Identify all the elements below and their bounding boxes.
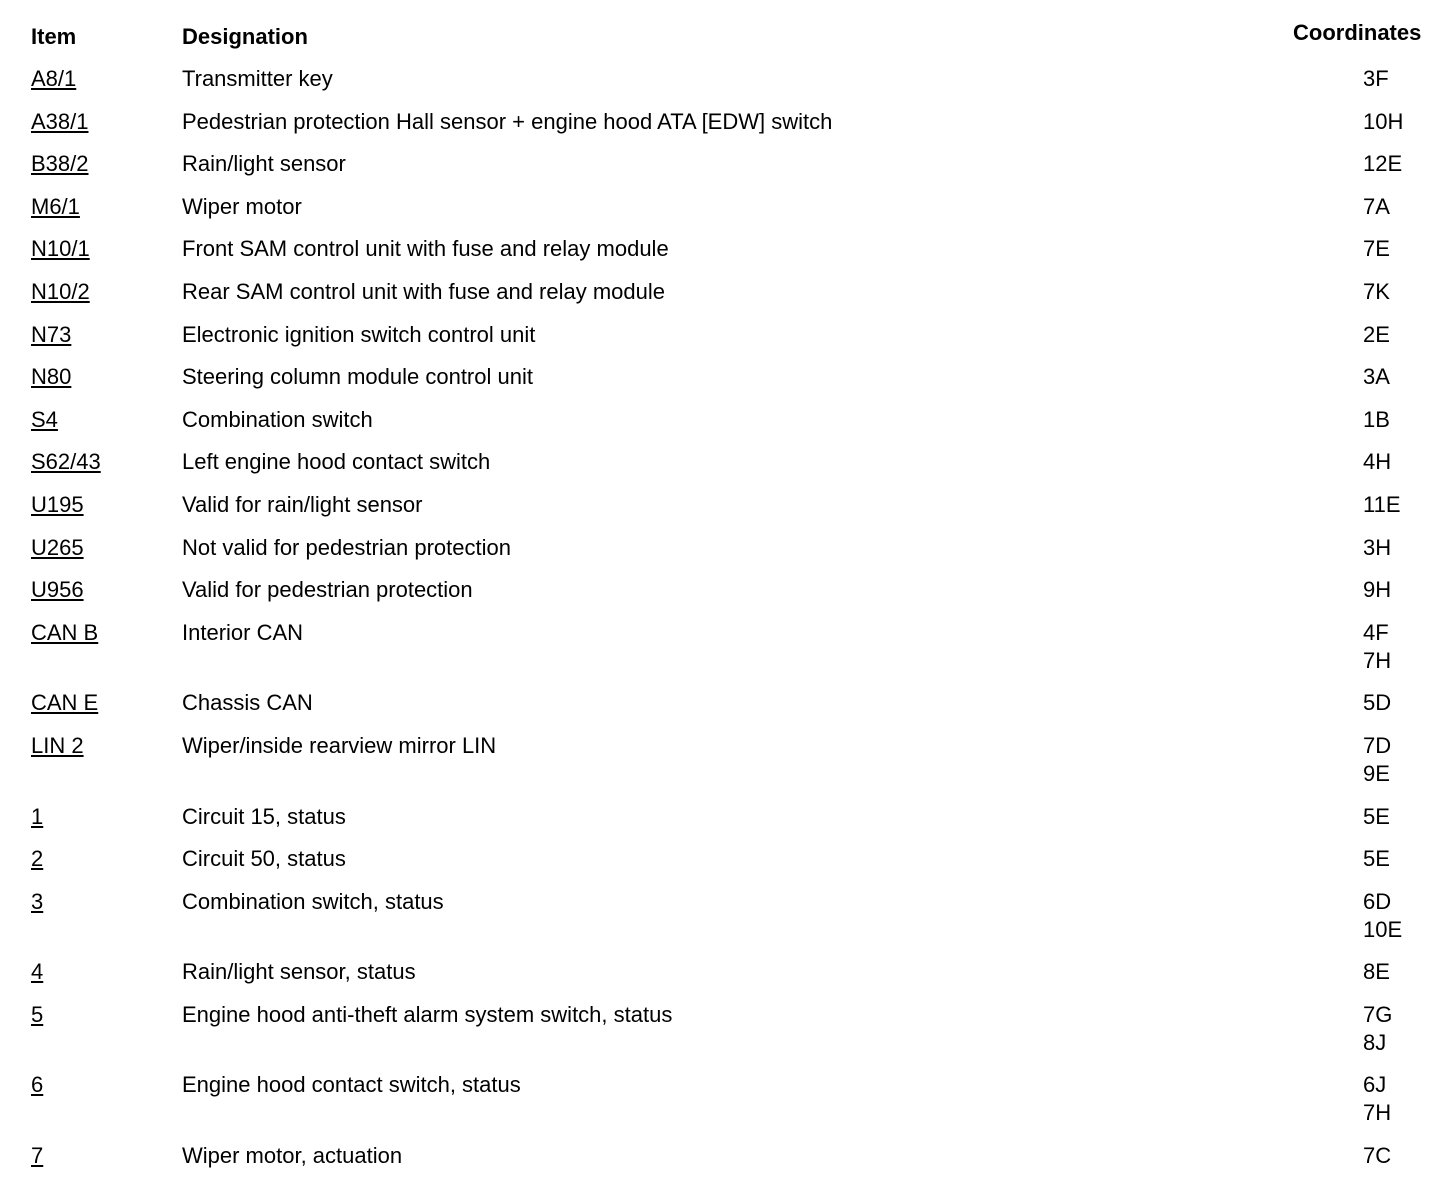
designation-text: Rain/light sensor, status	[182, 959, 416, 985]
coordinate-value: 7C	[1363, 1143, 1392, 1169]
table-row	[0, 275, 1456, 318]
item-link[interactable]: CAN B	[31, 619, 99, 645]
designation-text: Engine hood anti-theft alarm system switch, status	[182, 1001, 673, 1027]
table-row	[0, 62, 1456, 105]
designation-text: Left engine hood contact switch	[182, 449, 491, 475]
coordinates-cell	[1363, 235, 1390, 263]
coordinates-cell	[1363, 576, 1391, 604]
coordinates-cell	[1363, 363, 1390, 391]
item-link[interactable]: 7	[31, 1143, 44, 1169]
coordinate-value: 7D	[1363, 732, 1392, 758]
coordinates-cell	[1363, 321, 1390, 349]
coordinate-value: 7H	[1363, 1100, 1392, 1126]
coordinate-value: 3H	[1363, 534, 1392, 560]
coordinate-value: 5E	[1363, 846, 1390, 872]
table-row	[0, 1068, 1456, 1139]
item-link[interactable]: 3	[31, 888, 44, 914]
coordinates-cell	[1363, 1142, 1391, 1170]
item-link[interactable]: 6	[31, 1072, 44, 1098]
coordinates-cell	[1363, 689, 1391, 717]
table-row	[0, 105, 1456, 148]
coordinate-value: 9E	[1363, 760, 1390, 786]
coordinate-value: 9H	[1363, 577, 1392, 603]
table-row	[0, 686, 1456, 729]
coordinates-cell	[1363, 958, 1390, 986]
coordinate-value: 7G	[1363, 1001, 1393, 1027]
designation-text: Circuit 50, status	[182, 846, 346, 872]
table-row	[0, 403, 1456, 446]
coordinates-cell	[1363, 534, 1391, 562]
coordinates-cell	[1363, 193, 1390, 221]
designation-text: Engine hood contact switch, status	[182, 1072, 521, 1098]
coordinates-cell	[1363, 491, 1401, 519]
item-link[interactable]: N73	[31, 321, 72, 347]
coordinate-value: 5D	[1363, 690, 1392, 716]
item-link[interactable]: S62/43	[31, 449, 101, 475]
table-row	[0, 445, 1456, 488]
coordinate-value: 10E	[1363, 916, 1403, 942]
coordinate-value: 8E	[1363, 959, 1390, 985]
table-body	[0, 62, 1456, 1182]
designation-text: Steering column module control unit	[182, 364, 533, 390]
coordinates-cell	[1363, 150, 1402, 178]
table-header	[0, 20, 1456, 54]
coordinate-value: 3A	[1363, 364, 1390, 390]
table-row	[0, 616, 1456, 687]
column-header-item: Item	[31, 24, 77, 49]
coordinates-cell	[1363, 888, 1402, 944]
designation-text: Circuit 15, status	[182, 803, 346, 829]
designation-text: Wiper/inside rearview mirror LIN	[182, 732, 497, 758]
item-link[interactable]: N10/2	[31, 278, 90, 304]
designation-text: Not valid for pedestrian protection	[182, 534, 511, 560]
coordinate-value: 2E	[1363, 321, 1390, 347]
table-row	[0, 232, 1456, 275]
coordinates-cell	[1363, 1071, 1391, 1127]
table-row	[0, 1139, 1456, 1182]
item-link[interactable]: A8/1	[31, 66, 77, 91]
coordinate-value: 6J	[1363, 1072, 1387, 1098]
designation-text: Wiper motor, actuation	[182, 1143, 403, 1169]
item-link[interactable]: CAN E	[31, 690, 99, 716]
coordinate-value: 11E	[1363, 491, 1401, 517]
column-header-designation: Designation	[182, 24, 308, 49]
designation-text: Valid for pedestrian protection	[182, 577, 473, 603]
coordinate-value: 4H	[1363, 449, 1392, 475]
item-link[interactable]: LIN 2	[31, 732, 84, 758]
coordinate-value: 5E	[1363, 803, 1390, 829]
coordinates-cell	[1363, 619, 1391, 675]
designation-text: Combination switch	[182, 406, 373, 432]
coordinates-cell	[1363, 732, 1391, 788]
item-link[interactable]: N80	[31, 364, 72, 390]
table-row	[0, 885, 1456, 956]
table-row	[0, 488, 1456, 531]
coordinates-cell	[1363, 65, 1389, 93]
designation-text: Interior CAN	[182, 619, 304, 645]
coordinates-cell	[1363, 406, 1390, 434]
item-link[interactable]: U195	[31, 491, 84, 517]
table-row	[0, 573, 1456, 616]
item-link[interactable]: 5	[31, 1001, 44, 1027]
item-link[interactable]: M6/1	[31, 193, 80, 219]
column-header-coordinates: Coordinates	[1293, 20, 1422, 45]
item-link[interactable]: B38/2	[31, 151, 89, 177]
coordinate-value: 7K	[1363, 278, 1390, 304]
designation-text: Front SAM control unit with fuse and relay module	[182, 236, 669, 262]
coordinate-value: 1B	[1363, 406, 1390, 432]
coordinate-value: 12E	[1363, 151, 1403, 177]
coordinate-value: 8J	[1363, 1029, 1387, 1055]
item-link[interactable]: U956	[31, 577, 84, 603]
designation-text: Combination switch, status	[182, 888, 444, 914]
coordinates-cell	[1363, 108, 1403, 136]
item-link[interactable]: 4	[31, 959, 44, 985]
coordinates-cell	[1363, 1001, 1392, 1057]
coordinate-value: 7H	[1363, 647, 1392, 673]
designation-text: Valid for rain/light sensor	[182, 491, 423, 517]
table-row	[0, 190, 1456, 233]
designation-text: Transmitter key	[182, 66, 333, 91]
item-link[interactable]: A38/1	[31, 108, 89, 134]
coordinates-cell	[1363, 803, 1390, 831]
coordinate-value: 3F	[1363, 66, 1389, 91]
coordinates-cell	[1363, 448, 1391, 476]
coordinate-value: 10H	[1363, 108, 1404, 134]
designation-text: Rear SAM control unit with fuse and relay module	[182, 278, 666, 304]
coordinate-value: 7E	[1363, 236, 1390, 262]
designation-text: Pedestrian protection Hall sensor + engine hood ATA [EDW] switch	[182, 108, 833, 134]
item-link[interactable]: S4	[31, 406, 58, 432]
table-row	[0, 800, 1456, 843]
coordinate-value: 6D	[1363, 888, 1392, 914]
item-link[interactable]: 1	[31, 803, 44, 829]
table-row	[0, 842, 1456, 885]
item-link[interactable]: U265	[31, 534, 84, 560]
table-row	[0, 360, 1456, 403]
table-row	[0, 318, 1456, 361]
designation-text: Wiper motor	[182, 193, 302, 219]
item-link[interactable]: 2	[31, 846, 44, 872]
coordinate-value: 4F	[1363, 619, 1389, 645]
coordinates-cell	[1363, 845, 1390, 873]
table-row	[0, 955, 1456, 998]
designation-text: Electronic ignition switch control unit	[182, 321, 536, 347]
table-row	[0, 729, 1456, 800]
table-row	[0, 531, 1456, 574]
coordinate-value: 7A	[1363, 193, 1390, 219]
table-row	[0, 147, 1456, 190]
coordinates-cell	[1363, 278, 1390, 306]
item-link[interactable]: N10/1	[31, 236, 90, 262]
table-row	[0, 998, 1456, 1069]
designation-text: Chassis CAN	[182, 690, 313, 716]
designation-text: Rain/light sensor	[182, 151, 346, 177]
